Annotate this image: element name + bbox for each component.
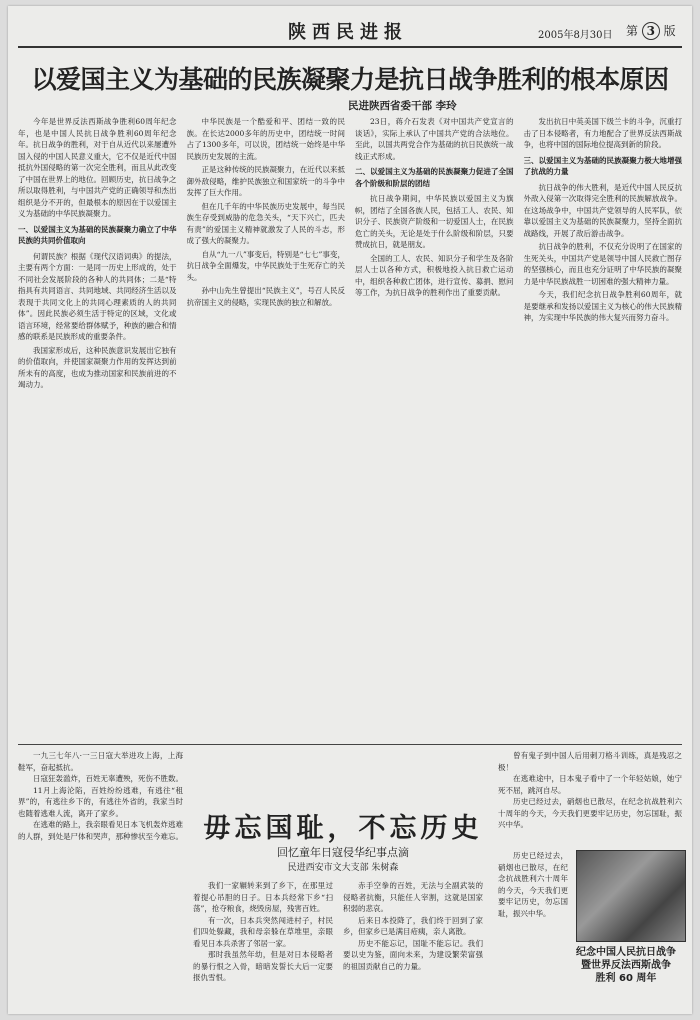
article-column-2 — [187, 116, 346, 736]
paragraph: 孙中山先生曾提出“民族主义”，号召人民反抗帝国主义的侵略，实现民族的独立和解放。 — [186, 286, 345, 307]
section-heading: 一、以爱国主义为基础的民族凝聚力确立了中华民族的共同价值取向 — [18, 224, 177, 245]
page-indicator — [626, 22, 676, 40]
paragraph: 11月上海沦陷，百姓纷纷逃难，有逃往“租界”的，有逃往乡下的，有逃往外省的，我家当时也随着逃难人流，离开了家乡。 — [18, 785, 183, 818]
paragraph: 正是这种传统的民族凝聚力，在近代以来抵御外敌侵略，维护民族独立和国家统一的斗争中发挥了巨大作用。 — [186, 165, 345, 197]
paragraph: 在逃难途中，日本鬼子看中了一个年轻姑娘，她宁死不屈，跳河自尽。 — [498, 774, 682, 795]
paragraph: 赤手空拳的百姓，无法与全副武装的侵略者抗衡，只能任人宰割，这就是国家积弱的悲哀。 — [343, 881, 483, 913]
article2-left-column — [18, 750, 183, 1010]
paragraph: 历史不能忘记，国耻不能忘记。我们要以史为鉴，面向未来，为建设繁荣富强的祖国贡献自己的力量。 — [343, 938, 483, 971]
paragraph: 有一次，日本兵突然闯进村子，村民们四处躲藏，我和母亲躲在草堆里，亲眼看见日本兵杀害了邻居一家。 — [193, 915, 333, 948]
article2-far-column — [498, 750, 682, 846]
war-photo — [576, 850, 686, 942]
page-suffix: 版 — [663, 24, 676, 38]
paragraph: 今年是世界反法西斯战争胜利60周年纪念年，也是中国人民抗日战争胜利60周年纪念年。抗日战争的胜利，对于自从近代以来屡遭外国入侵的中国人民意义重大，它不仅是近代中国抵抗外国侵略的第一次完全胜利，而且从此改变了中国在世界上的地位。回顾历史，抗日战争之所以取得胜利，与中国共产党的正确领导和杰出组织是分不开的，但最根本的原因在于以爱国主义为基础的中华民族凝聚力。 — [18, 117, 177, 218]
paragraph: 何谓民族？根据《现代汉语词典》的提法，主要有两个方面：一是同一历史上形成的，处于不同社会发展阶段的各种人的共同体；二是“特指具有共同语言、共同地域、共同经济生活以及表现于共同文化上的共同心理素质的人的共同体”。因此民族必须生活于特定的区域，文化或语言环境，经常要给群体赋予，种族的融合和情感的联系是民族形成的重要条件。 — [18, 251, 177, 341]
paper-name: 陕西民进报 — [288, 22, 408, 43]
masthead — [18, 12, 682, 48]
issue-date: 2005年8月30日 — [538, 30, 613, 41]
paragraph: 历史已经过去，硝烟也已散尽，在纪念抗战胜利六十周年的今天，今天我们更要牢记历史，勿忘国耻，振兴中华。 — [498, 797, 682, 829]
paragraph: 后来日本投降了，我们终于回到了家乡，但家乡已是满目疮痍，亲人离散。 — [343, 915, 483, 936]
second-article — [18, 750, 682, 1010]
paragraph: 一九三七年八·一三日寇大举进攻上海，上海鞋军，奋起抵抗。 — [18, 751, 183, 772]
article-column-1 — [18, 116, 177, 736]
main-article-body — [18, 116, 682, 736]
paragraph: 中华民族是一个酷爱和平、团结一致的民族。在长达2000多年的历史中，团结统一时间占了1300多年，可以说，团结统一始终是中华民族历史发展的主流。 — [186, 117, 345, 161]
main-headline: 以爱国主义为基础的民族凝聚力是抗日战争胜利的根本原因 — [31, 65, 669, 94]
caption-line: 暨世界反法西斯战争 — [581, 960, 671, 971]
paragraph: 抗日战争期间，中华民族以爱国主义为旗帜，团结了全国各族人民，包括工人、农民、知识分子、民族资产阶级和一切爱国人士，在民族危亡的关头，无论是处于什么阶级和阶层，只要赞成抗日，就是朋友。 — [355, 194, 514, 249]
article2-subtitle: 回忆童年日寇侵华纪事点滴 — [277, 846, 409, 859]
main-byline: 民进陕西省委干部 李玲 — [348, 100, 457, 112]
page-number: 3 — [642, 22, 660, 40]
paragraph: 抗日战争的伟大胜利，是近代中国人民反抗外敌入侵第一次取得完全胜利的民族解放战争。在这场战争中，中国共产党领导的人民军队，依靠以爱国主义为基础的民族凝聚力，坚持全面抗战路线，开展了敌后游击战争。 — [523, 182, 682, 238]
article2-right-column — [343, 880, 483, 1010]
article2-narrow-column — [498, 850, 568, 1010]
paragraph: 自从“九一八”事变后，特别是“七七”事变，抗日战争全面爆发，中华民族处于生死存亡的关头。 — [186, 249, 345, 282]
section-heading: 二、以爱国主义为基础的民族凝聚力促进了全国各个阶级和阶层的团结 — [355, 167, 514, 188]
paragraph: 在逃难的路上，我亲眼看见日本飞机轰炸逃难的人群，到处是尸体和哭声，那种惨状至今难忘。 — [18, 820, 183, 841]
paragraph: 曾有鬼子到中国人后用刺刀格斗训练，真是残忍之极！ — [498, 751, 682, 772]
paragraph: 我国家形成后，这种民族意识发展出它独有的价值取向，并使国家凝聚力作用的发挥达到前所未有的高度，也成为推动国家和民族前进的不竭动力。 — [18, 345, 177, 389]
paragraph: 但在几千年的中华民族历史发展中，每当民族生存受到威胁的危急关头，“天下兴亡，匹夫有责”的爱国主义精神就激发了人民的斗志，形成了强大的凝聚力。 — [186, 201, 345, 245]
section-divider — [18, 744, 682, 745]
paragraph: 发出抗日中英美国下级兰卡的斗争，沉重打击了日本侵略者，有力地配合了世界反法西斯战争，也将中国的国际地位提高到新的阶段。 — [523, 117, 682, 149]
caption-line: 胜利 60 周年 — [595, 973, 657, 984]
article-column-4 — [524, 116, 683, 736]
article-column-3 — [355, 116, 514, 736]
photo-caption — [566, 946, 686, 985]
article2-byline: 民进西安市文大支部 朱树森 — [287, 863, 399, 873]
paragraph: 历史已经过去，硝烟也已散尽，在纪念抗战胜利六十周年的今天，今天我们更要牢记历史，勿忘国耻，振兴中华。 — [498, 851, 568, 918]
article2-mid-column — [193, 880, 333, 1010]
paragraph: 抗日战争的胜利，不仅充分说明了在国家的生死关头，中国共产党是领导中国人民救亡图存的坚强核心，而且也充分证明了中华民族的凝聚力是中华民族战胜一切困难的强大精神力量。 — [523, 242, 682, 286]
paragraph: 全国的工人、农民、知识分子和学生及各阶层人士以各种方式，积极地投入抗日救亡运动中，组织各种救亡团体，进行宣传、募捐、慰问等工作，为抗日战争的胜利作出了重要贡献。 — [355, 253, 514, 297]
paragraph: 今天，我们纪念抗日战争胜利60周年，就是要继承和发扬以爱国主义为核心的伟大民族精神，为实现中华民族的伟大复兴而努力奋斗。 — [523, 290, 682, 322]
paragraph: 23日，蒋介石发表《对中国共产党宣言的谈话》，实际上承认了中国共产党的合法地位。至此，以国共两党合作为基础的抗日民族统一战线正式形成。 — [355, 117, 514, 161]
article2-title: 毋忘国耻，不忘历史 — [203, 813, 483, 844]
caption-line: 纪念中国人民抗日战争 — [576, 947, 676, 958]
section-heading: 三、以爱国主义为基础的民族凝聚力极大地增强了抗战的力量 — [523, 155, 682, 176]
paragraph: 我们一家辗转来到了乡下，在那里过着提心吊胆的日子。日本兵经常下乡“扫荡”，抢夺粮食，烧毁房屋，残害百姓。 — [193, 881, 333, 913]
newspaper-page — [8, 6, 692, 1014]
paragraph: 那时我虽然年幼，但是对日本侵略者的暴行恨之入骨，暗暗发誓长大后一定要报仇雪恨。 — [193, 950, 333, 982]
page-prefix: 第 — [626, 24, 639, 38]
paragraph: 日寇狂轰滥炸，百姓无辜遭殃，死伤不胜数。 — [33, 774, 183, 783]
